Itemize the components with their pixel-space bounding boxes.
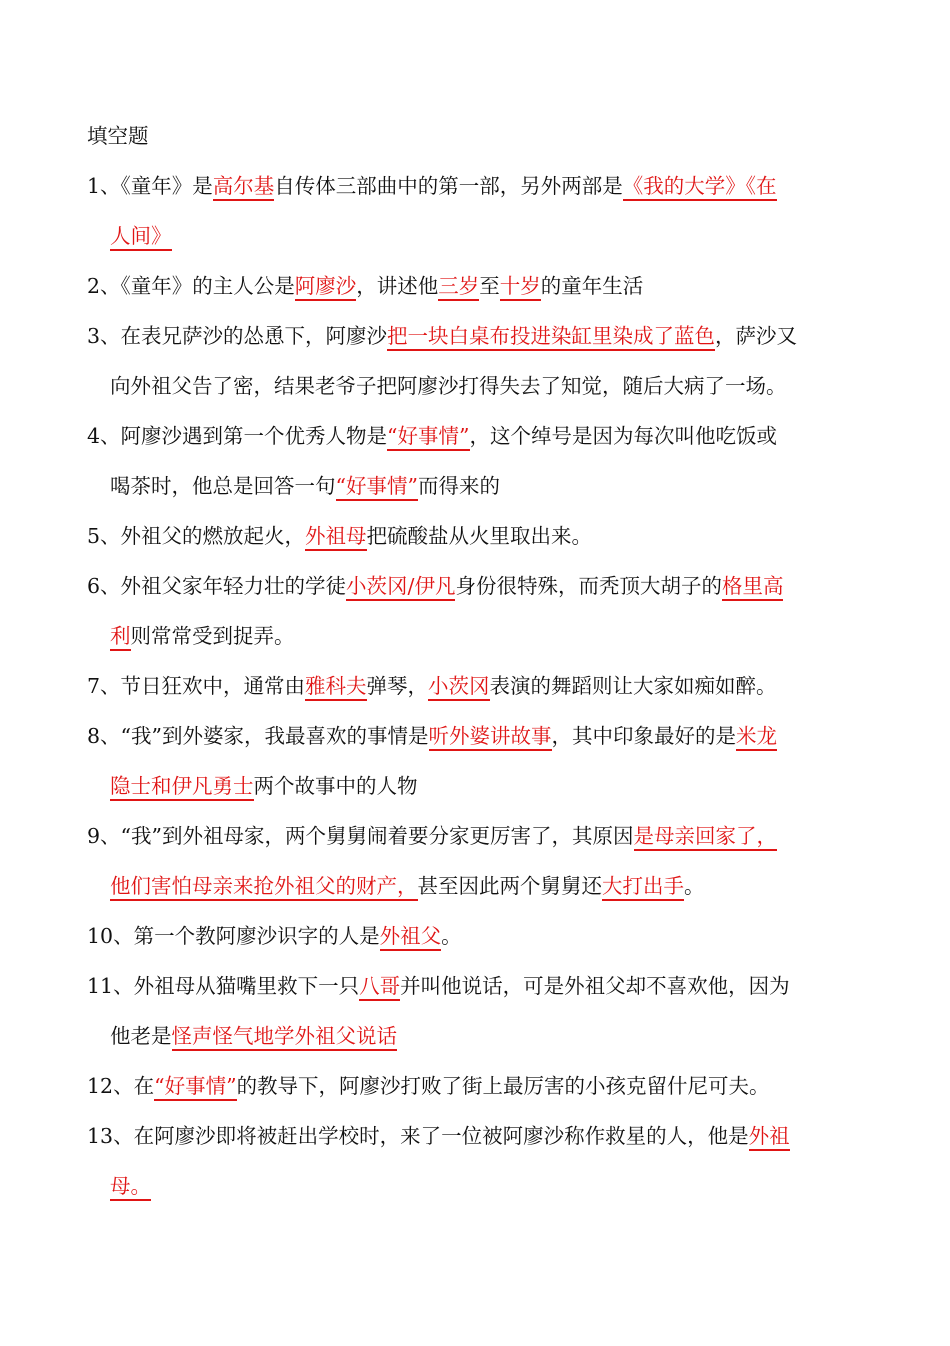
question-line-continued xyxy=(110,1166,950,1206)
question-text: 他老是 xyxy=(110,1024,172,1048)
question-text: 3、在表兄萨沙的怂恿下，阿廖沙 xyxy=(87,324,388,348)
answer-text: 三岁 xyxy=(438,274,479,301)
question-line xyxy=(87,716,950,756)
question-line xyxy=(87,516,950,556)
question-line xyxy=(87,316,950,356)
question-text: 自传体三部曲中的第一部，另外两部是 xyxy=(274,174,623,198)
question-line-continued xyxy=(110,616,950,656)
question-line xyxy=(87,416,950,456)
answer-text: 大打出手 xyxy=(602,874,684,901)
question-text: 向外祖父告了密，结果老爷子把阿廖沙打得失去了知觉，随后大病了一场。 xyxy=(110,374,787,398)
answer-text: 他们害怕母亲来抢外祖父的财产， xyxy=(110,874,418,901)
question-text: 则常常受到捉弄。 xyxy=(130,624,295,648)
question-text: 。 xyxy=(441,924,462,948)
question-text: ，萨沙又 xyxy=(715,324,798,348)
answer-text: 格里高 xyxy=(722,574,784,601)
question-text: 10、第一个教阿廖沙识字的人是 xyxy=(87,924,380,948)
question-line xyxy=(87,816,950,856)
question-text: ，这个绰号是因为每次叫他吃饭或 xyxy=(469,424,778,448)
question-line-continued xyxy=(110,766,950,806)
question-text: 5、外祖父的燃放起火， xyxy=(87,524,306,548)
answer-text: 利 xyxy=(110,624,131,651)
question-text: 12、在 xyxy=(87,1074,155,1098)
page-title: 填空题 xyxy=(87,124,149,148)
answer-text: 米龙 xyxy=(736,724,777,751)
answer-text: 隐士和伊凡勇士 xyxy=(110,774,254,801)
question-text: 6、外祖父家年轻力壮的学徒 xyxy=(87,574,347,598)
question-text: 13、在阿廖沙即将被赶出学校时，来了一位被阿廖沙称作救星的人，他是 xyxy=(87,1124,749,1148)
answer-text: 把一块白桌布投进染缸里染成了蓝色 xyxy=(387,324,715,351)
question-text: 1、《童年》是 xyxy=(87,174,213,198)
question-text: 9、“我”到外祖母家，两个舅舅闹着要分家更厉害了，其原因 xyxy=(87,824,634,848)
answer-text: 人间》 xyxy=(110,224,172,251)
answer-text: “好事情” xyxy=(387,424,469,451)
question-text: 弹琴， xyxy=(366,674,429,698)
question-line-continued xyxy=(110,366,950,406)
question-line xyxy=(87,1066,950,1106)
answer-text: 怪声怪气地学外祖父说话 xyxy=(172,1024,398,1051)
question-text: 两个故事中的人物 xyxy=(253,774,418,798)
question-line xyxy=(87,1116,950,1156)
question-text: 4、阿廖沙遇到第一个优秀人物是 xyxy=(87,424,388,448)
question-text: 表演的舞蹈则让大家如痴如醉。 xyxy=(489,674,777,698)
question-text: 7、节日狂欢中，通常由 xyxy=(87,674,306,698)
question-text: 2、《童年》的主人公是 xyxy=(87,274,295,298)
question-text: 至 xyxy=(479,274,500,298)
question-text: 并叫他说话，可是外祖父却不喜欢他，因为 xyxy=(400,974,790,998)
question-line xyxy=(87,166,950,206)
question-text: 的教导下，阿廖沙打败了街上最厉害的小孩克留什尼可夫。 xyxy=(236,1074,770,1098)
question-line xyxy=(87,966,950,1006)
answer-text: 八哥 xyxy=(359,974,400,1001)
question-line-continued xyxy=(110,1016,950,1056)
question-text: 喝茶时，他总是回答一句 xyxy=(110,474,336,498)
answer-text: “好事情” xyxy=(336,474,418,501)
answer-text: 十岁 xyxy=(500,274,541,301)
answer-text: 外祖母 xyxy=(305,524,367,551)
answer-text: 雅科夫 xyxy=(305,674,367,701)
answer-text: 高尔基 xyxy=(213,174,275,201)
question-text: ，讲述他 xyxy=(356,274,439,298)
question-text: 11、外祖母从猫嘴里救下一只 xyxy=(87,974,360,998)
question-text: 身份很特殊，而秃顶大胡子的 xyxy=(455,574,722,598)
answer-text: 阿廖沙 xyxy=(295,274,357,301)
question-line xyxy=(87,666,950,706)
question-text: 而得来的 xyxy=(417,474,500,498)
question-line xyxy=(87,266,950,306)
question-text: 把硫酸盐从火里取出来。 xyxy=(366,524,593,548)
answer-text: 是母亲回家了， xyxy=(634,824,778,851)
answer-text: 小茨冈 xyxy=(428,674,490,701)
answer-text: 听外婆讲故事 xyxy=(429,724,552,751)
question-line xyxy=(87,916,950,956)
question-text: 的童年生活 xyxy=(540,274,644,298)
question-text: 。 xyxy=(684,874,705,898)
answer-text: 外祖 xyxy=(749,1124,790,1151)
answer-text: 母。 xyxy=(110,1174,151,1201)
answer-text: 《我的大学》《在 xyxy=(623,174,777,201)
question-line-continued xyxy=(110,466,950,506)
question-text: 8、“我”到外婆家，我最喜欢的事情是 xyxy=(87,724,429,748)
question-text: ，其中印象最好的是 xyxy=(551,724,737,748)
question-line-continued xyxy=(110,216,950,256)
answer-text: 小茨冈/伊凡 xyxy=(346,574,455,601)
answer-text: “好事情” xyxy=(154,1074,236,1101)
answer-text: 外祖父 xyxy=(380,924,442,951)
question-text: 甚至因此两个舅舅还 xyxy=(417,874,602,898)
question-line xyxy=(87,566,950,606)
question-line-continued xyxy=(110,866,950,906)
